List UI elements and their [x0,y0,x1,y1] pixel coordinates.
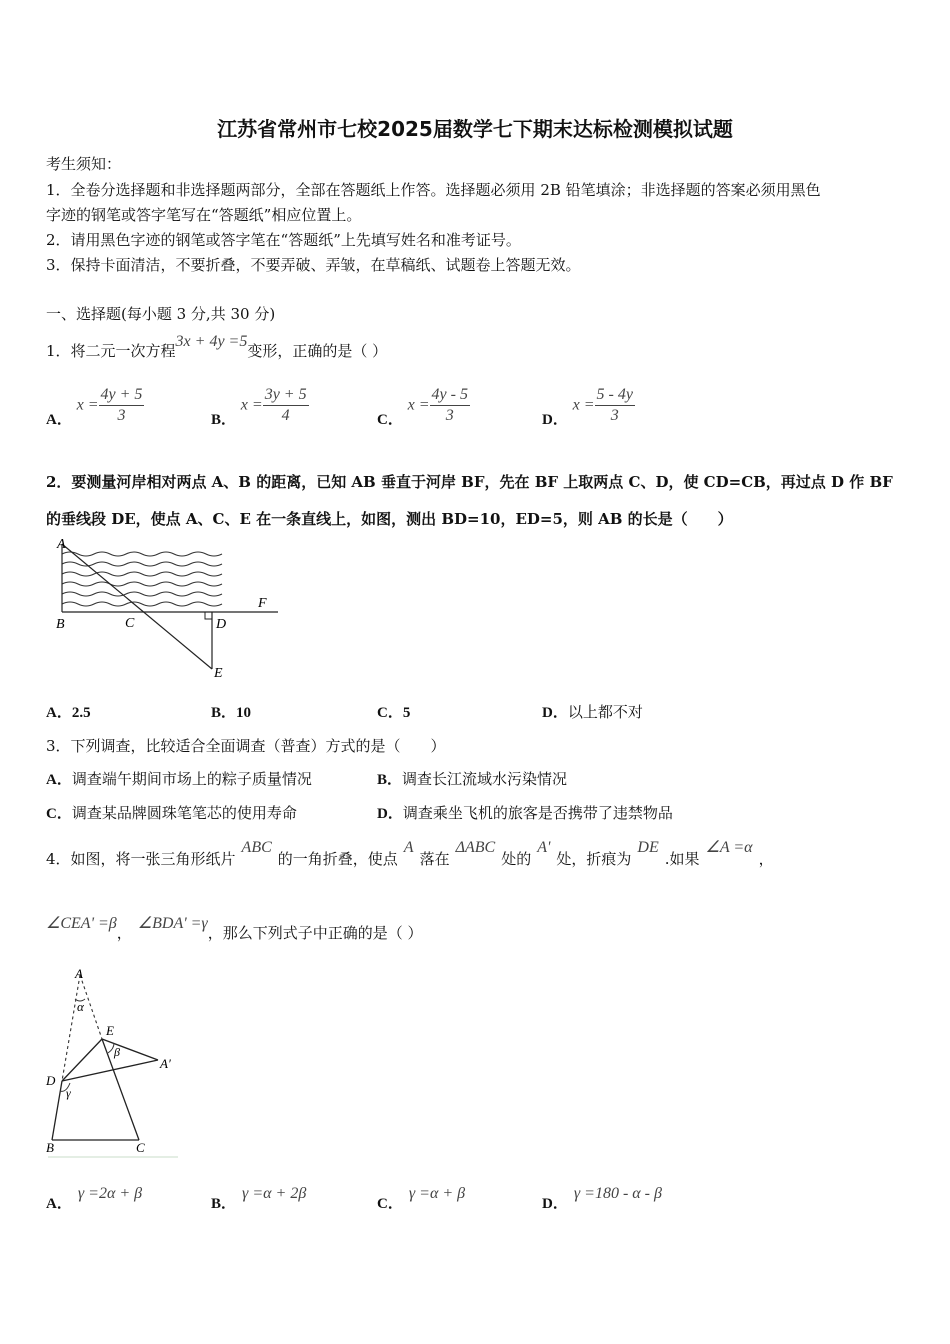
q1-option-d [542,385,635,426]
label-gamma: γ [66,1086,71,1100]
notice-line-1a: 1．全卷分选择题和非选择题两部分，全部在答题纸上作答。选择题必须用 2B 铅笔填涂；非选择题的答案必须用黑色 [46,181,821,199]
option-label: B． [211,705,237,721]
denominator: 4 [281,407,290,424]
label-beta: β [114,1045,120,1059]
option-lhs: x = [76,396,99,414]
option-label: C． [377,705,403,721]
option-text: 调查长江流域水污染情况 [402,770,568,788]
q4-math-triangle: ΔABC [455,839,496,856]
denominator: 3 [445,407,454,424]
q2-option-c [377,701,410,722]
q1-option-b [211,385,309,426]
q3-option-b [377,768,567,789]
label-a: A [57,537,66,552]
notice-line-2: 2．请用黑色字迹的钢笔或答字笔在“答题纸”上先填写姓名和准考证号。 [46,231,521,249]
q3-option-d [377,802,673,823]
q4-stem-line-2 [46,915,423,943]
q4-stem-line-1 [46,839,774,869]
option-lhs: x = [407,396,430,414]
option-label: C． [46,806,72,822]
option-label: C． [377,1196,403,1212]
option-text: 2.5 [71,705,91,721]
numerator: 5 - 4y [595,385,635,406]
option-text: 调查乘坐飞机的旅客是否携带了违禁物品 [402,804,673,822]
q3-option-a [46,768,312,789]
denominator: 3 [117,407,126,424]
option-text: 10 [236,705,252,721]
q4-text: ，那么下列式子中正确的是（ ） [207,924,423,942]
segment-db [52,1081,62,1140]
option-label: D． [542,705,568,721]
option-text: 以上都不对 [567,703,643,721]
label-a: A [75,966,83,981]
option-lhs: x = [572,396,595,414]
label-d: D [216,617,227,632]
label-e: E [106,1023,114,1038]
right-angle-mark [205,612,212,619]
q4-text: 4．如图，将一张三角形纸片 [46,850,236,868]
numerator: 3y + 5 [263,385,309,406]
q4-option-a [46,1185,143,1213]
q4-math-a: A [403,839,414,856]
fraction [99,385,145,426]
option-label: A． [46,772,72,788]
label-a-prime: A′ [160,1056,171,1071]
fraction [263,385,309,426]
option-label: D． [542,411,568,428]
label-c: C [125,616,135,631]
option-label: B． [377,772,403,788]
q4-option-b [211,1185,307,1213]
option-expr: γ =2α + β [77,1185,143,1202]
option-text: 调查某品牌圆珠笔笔芯的使用寿命 [71,804,297,822]
option-expr: γ =180 - α - β [573,1185,662,1202]
q2-option-a [46,701,91,722]
segment-ce [102,1039,139,1140]
page-title: 江苏省常州市七校2025届数学七下期末达标检测模拟试题 [217,117,733,141]
option-label: B． [211,1196,237,1212]
q1-equation: 3x + 4y =5 [175,333,248,350]
q4-text: .如果 [664,850,700,868]
label-d: D [46,1073,56,1088]
label-e: E [214,666,223,681]
option-label: A． [46,411,72,428]
q1-option-a [46,385,144,426]
q2-option-d [542,701,643,722]
option-label: A． [46,1196,72,1212]
fraction [430,385,470,426]
q2-line-2: 的垂线段 DE，使点 A、C、E 在一条直线上，如图，测出 BD=10，ED=5，则 AB 的长是（ ） [46,510,733,528]
label-alpha: α [77,999,84,1014]
fraction [595,385,635,426]
option-expr: γ =α + β [408,1185,466,1202]
label-b: B [56,617,65,632]
numerator: 4y + 5 [99,385,145,406]
option-text: 5 [402,705,411,721]
q4-math-de: DE [637,839,659,856]
q3-option-c [46,802,297,823]
q4-option-d [542,1185,662,1213]
q4-text: 处的 [501,850,532,868]
q4-math-angle-bda: ∠BDA' =γ [137,915,208,932]
q4-option-c [377,1185,466,1213]
denominator: 3 [610,407,619,424]
label-f: F [258,596,267,611]
notice-heading: 考生须知： [46,155,122,173]
segment-ea-prime [102,1039,158,1060]
segment-da-prime [62,1060,158,1081]
q1-option-c [377,385,470,426]
option-label: D． [542,1196,568,1212]
option-lhs: x = [240,396,263,414]
numerator: 4y - 5 [430,385,470,406]
q2-option-b [211,701,251,722]
option-label: D． [377,806,403,822]
q1-prefix: 1．将二元一次方程 [46,342,176,360]
notice-line-1b: 字迹的钢笔或答字笔写在“答题纸”相应位置上。 [46,206,362,224]
q1-suffix: 变形，正确的是（ ） [247,342,388,360]
notice-line-3: 3．保持卡面清洁，不要折叠，不要弄破、弄皱，在草稿纸、试题卷上答题无效。 [46,256,581,274]
option-label: C． [377,411,403,428]
label-c: C [136,1140,145,1155]
q2-river-figure [44,536,284,686]
option-expr: γ =α + 2β [242,1185,307,1202]
q4-fold-figure [40,963,185,1163]
q4-math-a-prime: A' [537,839,551,856]
q4-text: ， [116,924,132,942]
q4-math-abc: ABC [241,839,272,856]
q4-math-angle-a: ∠A =α [705,839,753,856]
q4-text: 处，折痕为 [556,850,632,868]
label-b: B [46,1140,54,1155]
river-waves [62,552,222,606]
option-text: 调查端午期间市场上的粽子质量情况 [71,770,312,788]
option-label: B． [211,411,237,428]
crease-de [62,1039,102,1081]
q4-math-angle-cea: ∠CEA' =β [46,915,117,932]
q3-stem: 3．下列调查，比较适合全面调查（普查）方式的是（ ） [46,737,446,755]
q2-line-1: 2．要测量河岸相对两点 A、B 的距离，已知 AB 垂直于河岸 BF，先在 BF 上取两点 C、D，使 CD=CB，再过点 D 作 BF [46,473,893,491]
q4-text: ， [758,850,774,868]
option-label: A． [46,705,72,721]
q1-stem [46,333,388,361]
q4-text: 的一角折叠，使点 [277,850,398,868]
q4-text: 落在 [419,850,450,868]
section-heading: 一、选择题(每小题 3 分,共 30 分) [46,305,276,323]
